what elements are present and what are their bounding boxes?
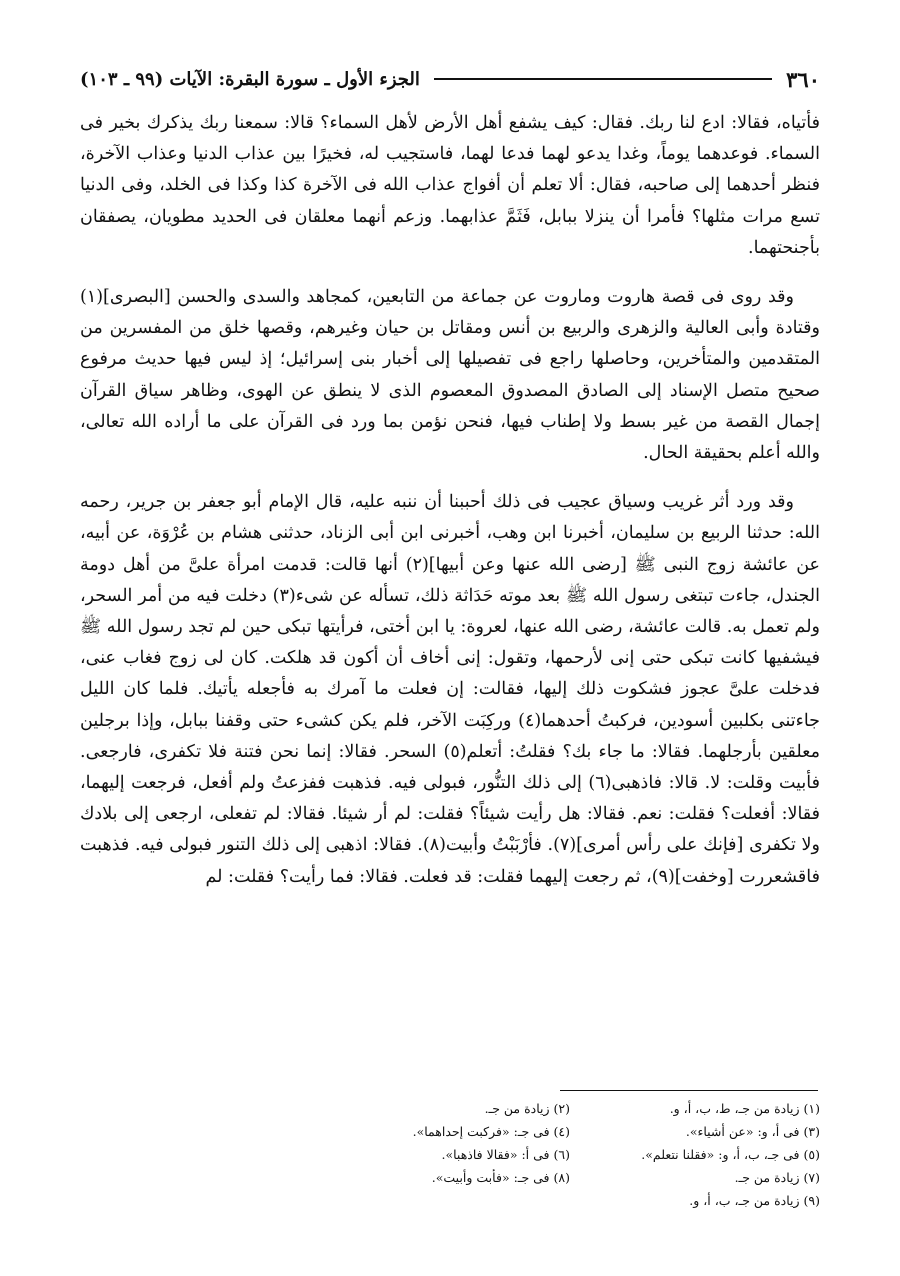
header-rule bbox=[434, 78, 772, 80]
footnote: (٤) فى جـ: «فركبت إحداهما». bbox=[412, 1124, 570, 1139]
page-number: ٣٦٠ bbox=[786, 66, 820, 92]
footnote: (٨) فى جـ: «فأبت وأبيت». bbox=[431, 1170, 570, 1185]
footnote-separator bbox=[560, 1090, 818, 1091]
footnote: (٦) فى أ: «فقالا فاذهبا». bbox=[441, 1147, 570, 1162]
footnote: (٣) فى أ، و: «عن أشياء». bbox=[685, 1124, 820, 1139]
main-text bbox=[80, 108, 820, 911]
footnote: (١) زيادة من جـ، ط، ب، أ، و. bbox=[669, 1101, 820, 1116]
paragraph: فأتياه، فقالا: ادع لنا ربك. فقال: كيف يشفع أهل الأرض لأهل السماء؟ قالا: سمعنا ربك يذكرك بخير فى السماء. فوعدهما يوماً، وغدا يدعو لهما فدعا لهما، فاستجيب له، فخيرًا بين عذاب الدنيا وعذاب الآخرة، فنظر أحدهما إلى صاحبه، فقال: ألا تعلم أن أفواج عذاب الله فى الآخرة كذا وكذا فى الخلد، وفى الدنيا تسع مرات مثلها؟ فأمرا أن ينزلا ببابل، فَثَمَّ عذابهما. وزعم أنهما معلقان فى الحديد مطويان، يصفقان بأجنحتهما. bbox=[80, 113, 820, 258]
footnote: (٧) زيادة من جـ. bbox=[734, 1170, 820, 1185]
paragraph: وقد روى فى قصة هاروت وماروت عن جماعة من التابعين، كمجاهد والسدى والحسن [البصرى](١) وقتادة وأبى العالية والزهرى والربيع بن أنس ومقاتل بن حيان وغيرهم، وقصها خلق من المفسرين من المتقدمين والمتأخرين، وحاصلها راجع فى تفصيلها إلى أخبار بنى إسرائيل؛ إذ ليس فيها حديث مرفوع صحيح متصل الإسناد إلى الصادق المصدوق المعصوم الذى لا ينطق عن الهوى، وظاهر سياق القرآن إجمال القصة من غير بسط ولا إطناب فيها، فنحن نؤمن بما ورد فى القرآن على ما أراده الله تعالى، والله أعلم بحقيقة الحال. bbox=[80, 287, 820, 464]
page-header bbox=[80, 64, 820, 94]
footnotes bbox=[330, 1100, 820, 1209]
footnote: (٢) زيادة من جـ. bbox=[484, 1101, 570, 1116]
running-title: الجزء الأول ـ سورة البقرة: الآيات (٩٩ ـ ١٠٣) bbox=[80, 68, 420, 90]
footnote: (٩) زيادة من جـ، ب، أ، و. bbox=[689, 1193, 820, 1208]
footnote: (٥) فى جـ، ب، أ، و: «فقلنا نتعلم». bbox=[641, 1147, 820, 1162]
paragraph: وقد ورد أثر غريب وسياق عجيب فى ذلك أحببنا أن ننبه عليه، قال الإمام أبو جعفر بن جرير، رحمه الله: حدثنا الربيع بن سليمان، أخبرنا ابن وهب، أخبرنى ابن أبى الزناد، حدثنى هشام بن عُرْوَة، عن أبيه، عن عائشة زوج النبى ﷺ [رضى الله عنها وعن أبيها](٢) أنها قالت: قدمت امرأة علىَّ من أهل دومة الجندل، جاءت تبتغى رسول الله ﷺ بعد موته حَدَاثة ذلك، تسأله عن شىء(٣) دخلت فيه من أمر السحر، ولم تعمل به. قالت عائشة، رضى الله عنها، لعروة: يا ابن أختى، فرأيتها تبكى حين لم تجد رسول الله ﷺ فيشفيها كانت تبكى حتى إنى لأرحمها، وتقول: إنى أخاف أن أكون قد هلكت. كان لى زوج فغاب عنى، فدخلت علىَّ عجوز فشكوت ذلك إليها، فقالت: إن فعلت ما آمرك به فأجعله يأتيك. فلما كان الليل جاءتنى بكلبين أسودين، فركبتُ أحدهما(٤) وركِبَت الآخر، فلم يكن كشىء حتى وقفنا ببابل، وإذا برجلين معلقين بأرجلهما. فقالا: ما جاء بك؟ فقلتُ: أتعلم(٥) السحر. فقالا: إنما نحن فتنة فلا تكفرى، فارجعى. فأبيت وقلت: لا. قالا: فاذهبى(٦) إلى ذلك التنُّور، فبولى فيه. فذهبت ففزعتُ ولم أفعل، فرجعت إليهما، فقالا: أفعلت؟ فقلت: نعم. فقالا: هل رأيت شيئاً؟ فقلت: لم أر شيئا. فقالا: لم تفعلى، ارجعى إلى بلادك ولا تكفرى [فإنك على رأس أمرى](٧). فأرْبَبْتُ وأبيت(٨). فقالا: اذهبى إلى ذلك التنور فبولى فيه. فذهبت فاقشعررت [وخفت](٩)، ثم رجعت إليهما فقلت: قد فعلت. فقالا: فما رأيت؟ فقلت: لم bbox=[80, 492, 821, 887]
